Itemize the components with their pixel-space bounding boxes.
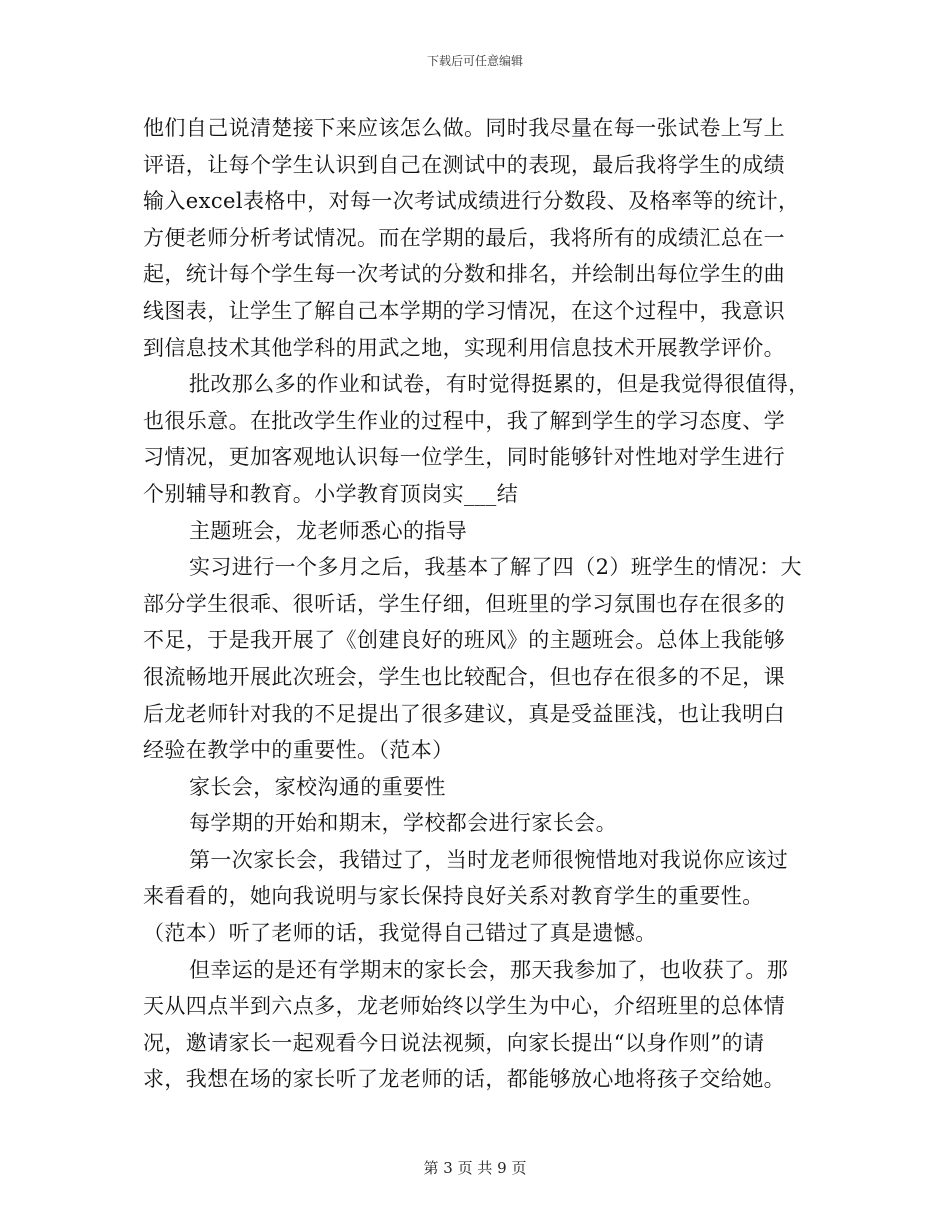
text-line: 到信息技术其他学科的用武之地，实现利用信息技术开展教学评价。 xyxy=(143,335,785,360)
text-line: 也很乐意。在批改学生作业的过程中，我了解到学生的学习态度、学 xyxy=(143,408,785,433)
text-line: 求，我想在场的家长听了龙老师的话，都能够放心地将孩子交给她。 xyxy=(143,1067,785,1092)
text-line: 很流畅地开展此次班会，学生也比较配合，但也存在很多的不足，课 xyxy=(143,664,785,689)
paragraph-start-line: 但幸运的是还有学期末的家长会，那天我参加了，也收获了。那 xyxy=(189,957,789,982)
text-line: 后龙老师针对我的不足提出了很多建议，真是受益匪浅，也让我明白 xyxy=(143,701,785,726)
paragraph-start-line: 每学期的开始和期末，学校都会进行家长会。 xyxy=(189,811,617,836)
paragraph-start-line: 批改那么多的作业和试卷，有时觉得挺累的，但是我觉得很值得， xyxy=(189,372,810,397)
page-number: 第 3 页 共 9 页 xyxy=(423,1159,527,1177)
page-header: 下载后可任意编辑 xyxy=(426,54,523,68)
text-line: 个别辅导和教育。小学教育顶岗实___结 xyxy=(143,481,519,506)
section-heading: 主题班会，龙老师悉心的指导 xyxy=(189,518,468,543)
text-line: 来看看的，她向我说明与家长保持良好关系对教育学生的重要性。 xyxy=(143,884,764,909)
paragraph-start-line: 第一次家长会，我错过了，当时龙老师很惋惜地对我说你应该过 xyxy=(189,847,789,872)
text-line: 经验在教学中的重要性。（范本） xyxy=(143,738,454,763)
text-line: 天从四点半到六点多，龙老师始终以学生为中心，介绍班里的总体情 xyxy=(143,994,785,1019)
text-line: 况，邀请家长一起观看今日说法视频，向家长提出“以身作则”的请 xyxy=(143,1030,765,1055)
section-heading: 家长会，家校沟通的重要性 xyxy=(189,774,446,799)
text-line: 部分学生很乖、很听话，学生仔细，但班里的学习氛围也存在很多的 xyxy=(143,591,785,616)
text-line: 线图表，让学生了解自己本学期的学习情况，在这个过程中，我意识 xyxy=(143,298,785,323)
text-line: 不足，于是我开展了《创建良好的班风》的主题班会。总体上我能够 xyxy=(143,628,785,653)
paragraph-start-line: 实习进行一个多月之后，我基本了解了四（2）班学生的情况：大 xyxy=(189,555,802,580)
text-line: 输入excel表格中，对每一次考试成绩进行分数段、及格率等的统计， xyxy=(143,189,800,214)
text-line: 方便老师分析考试情况。而在学期的最后，我将所有的成绩汇总在一 xyxy=(143,225,785,250)
text-line: 评语，让每个学生认识到自己在测试中的表现，最后我将学生的成绩 xyxy=(143,152,785,177)
text-line: 他们自己说清楚接下来应该怎么做。同时我尽量在每一张试卷上写上 xyxy=(143,116,785,140)
text-line: （范本）听了老师的话，我觉得自己错过了真是遗憾。 xyxy=(143,921,657,946)
text-line: 习情况，更加客观地认识每一位学生，同时能够针对性地对学生进行 xyxy=(143,445,785,470)
text-line: 起，统计每个学生每一次考试的分数和排名，并绘制出每位学生的曲 xyxy=(143,262,785,287)
document-body xyxy=(143,110,810,1098)
